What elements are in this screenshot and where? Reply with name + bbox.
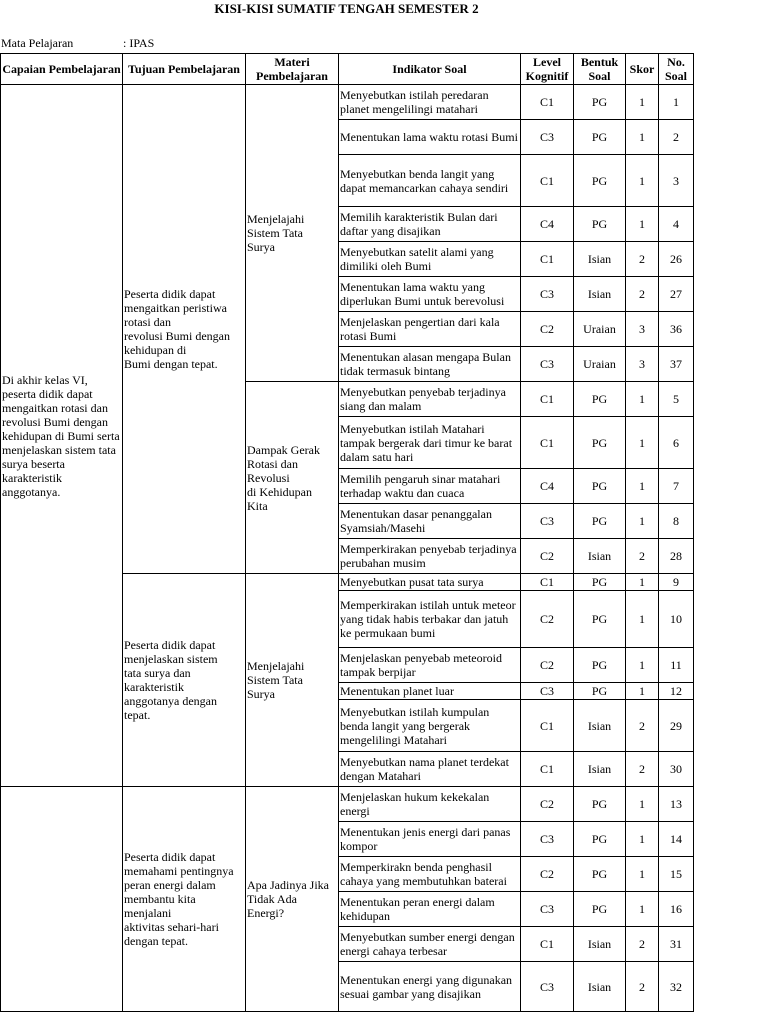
level-cell: C1 (521, 700, 574, 752)
skor-cell: 1 (626, 382, 659, 417)
no-soal-cell: 12 (659, 683, 694, 700)
skor-cell: 2 (626, 277, 659, 312)
header-skor: Skor (626, 54, 659, 85)
skor-cell: 1 (626, 85, 659, 120)
level-cell: C2 (521, 539, 574, 574)
level-cell: C3 (521, 822, 574, 857)
header-bentuk: Bentuk Soal (574, 54, 626, 85)
indikator-cell: Menentukan peran energi dalam kehidupan (339, 892, 521, 927)
skor-cell: 2 (626, 700, 659, 752)
header-no: No. Soal (659, 54, 694, 85)
indikator-cell: Menyebutkan istilah peredaran planet mengelilingi matahari (339, 85, 521, 120)
bentuk-cell: PG (574, 155, 626, 207)
level-cell: C1 (521, 155, 574, 207)
indikator-cell: Menjelaskan penyebab meteoroid tampak berpijar (339, 648, 521, 683)
no-soal-cell: 1 (659, 85, 694, 120)
no-soal-cell: 16 (659, 892, 694, 927)
no-soal-cell: 32 (659, 962, 694, 1012)
bentuk-cell: Isian (574, 700, 626, 752)
table-row (1, 787, 694, 822)
level-cell: C3 (521, 347, 574, 382)
skor-cell: 1 (626, 469, 659, 504)
level-cell: C4 (521, 469, 574, 504)
bentuk-cell: Isian (574, 242, 626, 277)
materi-cell: Menjelajahi Sistem Tata Surya (246, 574, 339, 787)
header-level: Level Kognitif (521, 54, 574, 85)
bentuk-cell: Isian (574, 962, 626, 1012)
skor-cell: 1 (626, 120, 659, 155)
skor-cell: 2 (626, 242, 659, 277)
no-soal-cell: 10 (659, 591, 694, 648)
indikator-cell: Menjelaskan hukum kekekalan energi (339, 787, 521, 822)
materi-cell: Dampak Gerak Rotasi dan Revolusi di Kehidupan Kita (246, 382, 339, 574)
indikator-cell: Menentukan dasar penanggalan Syamsiah/Masehi (339, 504, 521, 539)
tujuan-cell: Peserta didik dapat memahami pentingnya peran energi dalam membantu kita menjalani aktivitas sehari-hari dengan tepat. (123, 787, 246, 1012)
indikator-cell: Menentukan alasan mengapa Bulan tidak termasuk bintang (339, 347, 521, 382)
header-materi: Materi Pembelajaran (246, 54, 339, 85)
bentuk-cell: Isian (574, 539, 626, 574)
indikator-cell: Memperkirakn benda penghasil cahaya yang membutuhkan baterai (339, 857, 521, 892)
bentuk-cell: PG (574, 417, 626, 469)
indikator-cell: Menentukan jenis energi dari panas kompor (339, 822, 521, 857)
no-soal-cell: 3 (659, 155, 694, 207)
indikator-cell: Menentukan planet luar (339, 683, 521, 700)
document-title: KISI-KISI SUMATIF TENGAH SEMESTER 2 (214, 1, 479, 16)
level-cell: C3 (521, 277, 574, 312)
skor-cell: 3 (626, 347, 659, 382)
no-soal-cell: 30 (659, 752, 694, 787)
bentuk-cell: PG (574, 857, 626, 892)
skor-cell: 1 (626, 417, 659, 469)
no-soal-cell: 2 (659, 120, 694, 155)
bentuk-cell: PG (574, 892, 626, 927)
indikator-cell: Menyebutkan istilah Matahari tampak bergerak dari timur ke barat dalam satu hari (339, 417, 521, 469)
indikator-cell: Menyebutkan penyebab terjadinya siang dan malam (339, 382, 521, 417)
capaian-cell (1, 787, 123, 1012)
header-tujuan: Tujuan Pembelajaran (123, 54, 246, 85)
no-soal-cell: 4 (659, 207, 694, 242)
indikator-cell: Menentukan lama waktu rotasi Bumi (339, 120, 521, 155)
bentuk-cell: PG (574, 787, 626, 822)
skor-cell: 1 (626, 857, 659, 892)
bentuk-cell: PG (574, 469, 626, 504)
skor-cell: 1 (626, 574, 659, 591)
skor-cell: 1 (626, 591, 659, 648)
subject-row (1, 36, 401, 50)
no-soal-cell: 36 (659, 312, 694, 347)
indikator-cell: Memilih pengaruh sinar matahari terhadap waktu dan cuaca (339, 469, 521, 504)
skor-cell: 2 (626, 539, 659, 574)
subject-label: Mata Pelajaran (1, 36, 74, 50)
level-cell: C3 (521, 962, 574, 1012)
bentuk-cell: Isian (574, 927, 626, 962)
indikator-cell: Menentukan lama waktu yang diperlukan Bumi untuk berevolusi (339, 277, 521, 312)
tujuan-cell: Peserta didik dapat menjelaskan sistem tata surya dan karakteristik anggotanya dengan tepat. (123, 574, 246, 787)
no-soal-cell: 8 (659, 504, 694, 539)
no-soal-cell: 28 (659, 539, 694, 574)
skor-cell: 2 (626, 927, 659, 962)
indikator-cell: Menyebutkan sumber energi dengan energi cahaya terbesar (339, 927, 521, 962)
indikator-cell: Menentukan energi yang digunakan sesuai gambar yang disajikan (339, 962, 521, 1012)
bentuk-cell: PG (574, 822, 626, 857)
capaian-cell: Di akhir kelas VI, peserta didik dapat mengaitkan rotasi dan revolusi Bumi dengan kehidupan di Bumi serta menjelaskan sistem tata surya beserta karakteristik anggotanya. (1, 85, 123, 787)
level-cell: C3 (521, 892, 574, 927)
skor-cell: 1 (626, 822, 659, 857)
no-soal-cell: 7 (659, 469, 694, 504)
bentuk-cell: PG (574, 382, 626, 417)
indikator-cell: Memilih karakteristik Bulan dari daftar yang disajikan (339, 207, 521, 242)
level-cell: C2 (521, 312, 574, 347)
header-capaian: Capaian Pembelajaran (1, 54, 123, 85)
bentuk-cell: Uraian (574, 312, 626, 347)
skor-cell: 1 (626, 155, 659, 207)
no-soal-cell: 14 (659, 822, 694, 857)
no-soal-cell: 15 (659, 857, 694, 892)
skor-cell: 2 (626, 962, 659, 1012)
level-cell: C1 (521, 382, 574, 417)
level-cell: C4 (521, 207, 574, 242)
skor-cell: 1 (626, 787, 659, 822)
no-soal-cell: 5 (659, 382, 694, 417)
bentuk-cell: Isian (574, 277, 626, 312)
indikator-cell: Menyebutkan benda langit yang dapat memancarkan cahaya sendiri (339, 155, 521, 207)
skor-cell: 1 (626, 504, 659, 539)
indikator-cell: Menyebutkan nama planet terdekat dengan Matahari (339, 752, 521, 787)
no-soal-cell: 9 (659, 574, 694, 591)
no-soal-cell: 13 (659, 787, 694, 822)
bentuk-cell: PG (574, 591, 626, 648)
no-soal-cell: 26 (659, 242, 694, 277)
bentuk-cell: PG (574, 504, 626, 539)
kisi-kisi-table (0, 53, 694, 1012)
bentuk-cell: Isian (574, 752, 626, 787)
bentuk-cell: PG (574, 683, 626, 700)
indikator-cell: Menyebutkan pusat tata surya (339, 574, 521, 591)
materi-cell: Menjelajahi Sistem Tata Surya (246, 85, 339, 382)
level-cell: C3 (521, 504, 574, 539)
bentuk-cell: PG (574, 648, 626, 683)
skor-cell: 1 (626, 683, 659, 700)
level-cell: C2 (521, 857, 574, 892)
level-cell: C1 (521, 417, 574, 469)
no-soal-cell: 6 (659, 417, 694, 469)
tujuan-cell: Peserta didik dapat mengaitkan peristiwa rotasi dan revolusi Bumi dengan kehidupan di Bumi dengan tepat. (123, 85, 246, 574)
bentuk-cell: PG (574, 120, 626, 155)
level-cell: C3 (521, 683, 574, 700)
level-cell: C2 (521, 591, 574, 648)
level-cell: C2 (521, 648, 574, 683)
level-cell: C1 (521, 574, 574, 591)
bentuk-cell: PG (574, 207, 626, 242)
indikator-cell: Memperkirakan penyebab terjadinya perubahan musim (339, 539, 521, 574)
level-cell: C1 (521, 242, 574, 277)
level-cell: C3 (521, 120, 574, 155)
indikator-cell: Menjelaskan pengertian dari kala rotasi Bumi (339, 312, 521, 347)
indikator-cell: Memperkirakan istilah untuk meteor yang tidak habis terbakar dan jatuh ke permukaan bumi (339, 591, 521, 648)
skor-cell: 2 (626, 752, 659, 787)
no-soal-cell: 11 (659, 648, 694, 683)
skor-cell: 3 (626, 312, 659, 347)
skor-cell: 1 (626, 207, 659, 242)
bentuk-cell: PG (574, 574, 626, 591)
table-header-row (1, 54, 694, 85)
indikator-cell: Menyebutkan istilah kumpulan benda langit yang bergerak mengelilingi Matahari (339, 700, 521, 752)
materi-cell: Apa Jadinya Jika Tidak Ada Energi? (246, 787, 339, 1012)
bentuk-cell: Uraian (574, 347, 626, 382)
level-cell: C1 (521, 927, 574, 962)
no-soal-cell: 31 (659, 927, 694, 962)
level-cell: C2 (521, 787, 574, 822)
no-soal-cell: 29 (659, 700, 694, 752)
table-row (1, 85, 694, 120)
no-soal-cell: 37 (659, 347, 694, 382)
level-cell: C1 (521, 752, 574, 787)
header-indikator: Indikator Soal (339, 54, 521, 85)
no-soal-cell: 27 (659, 277, 694, 312)
skor-cell: 1 (626, 892, 659, 927)
skor-cell: 1 (626, 648, 659, 683)
indikator-cell: Menyebutkan satelit alami yang dimiliki oleh Bumi (339, 242, 521, 277)
level-cell: C1 (521, 85, 574, 120)
subject-value: : IPAS (123, 36, 155, 50)
bentuk-cell: PG (574, 85, 626, 120)
